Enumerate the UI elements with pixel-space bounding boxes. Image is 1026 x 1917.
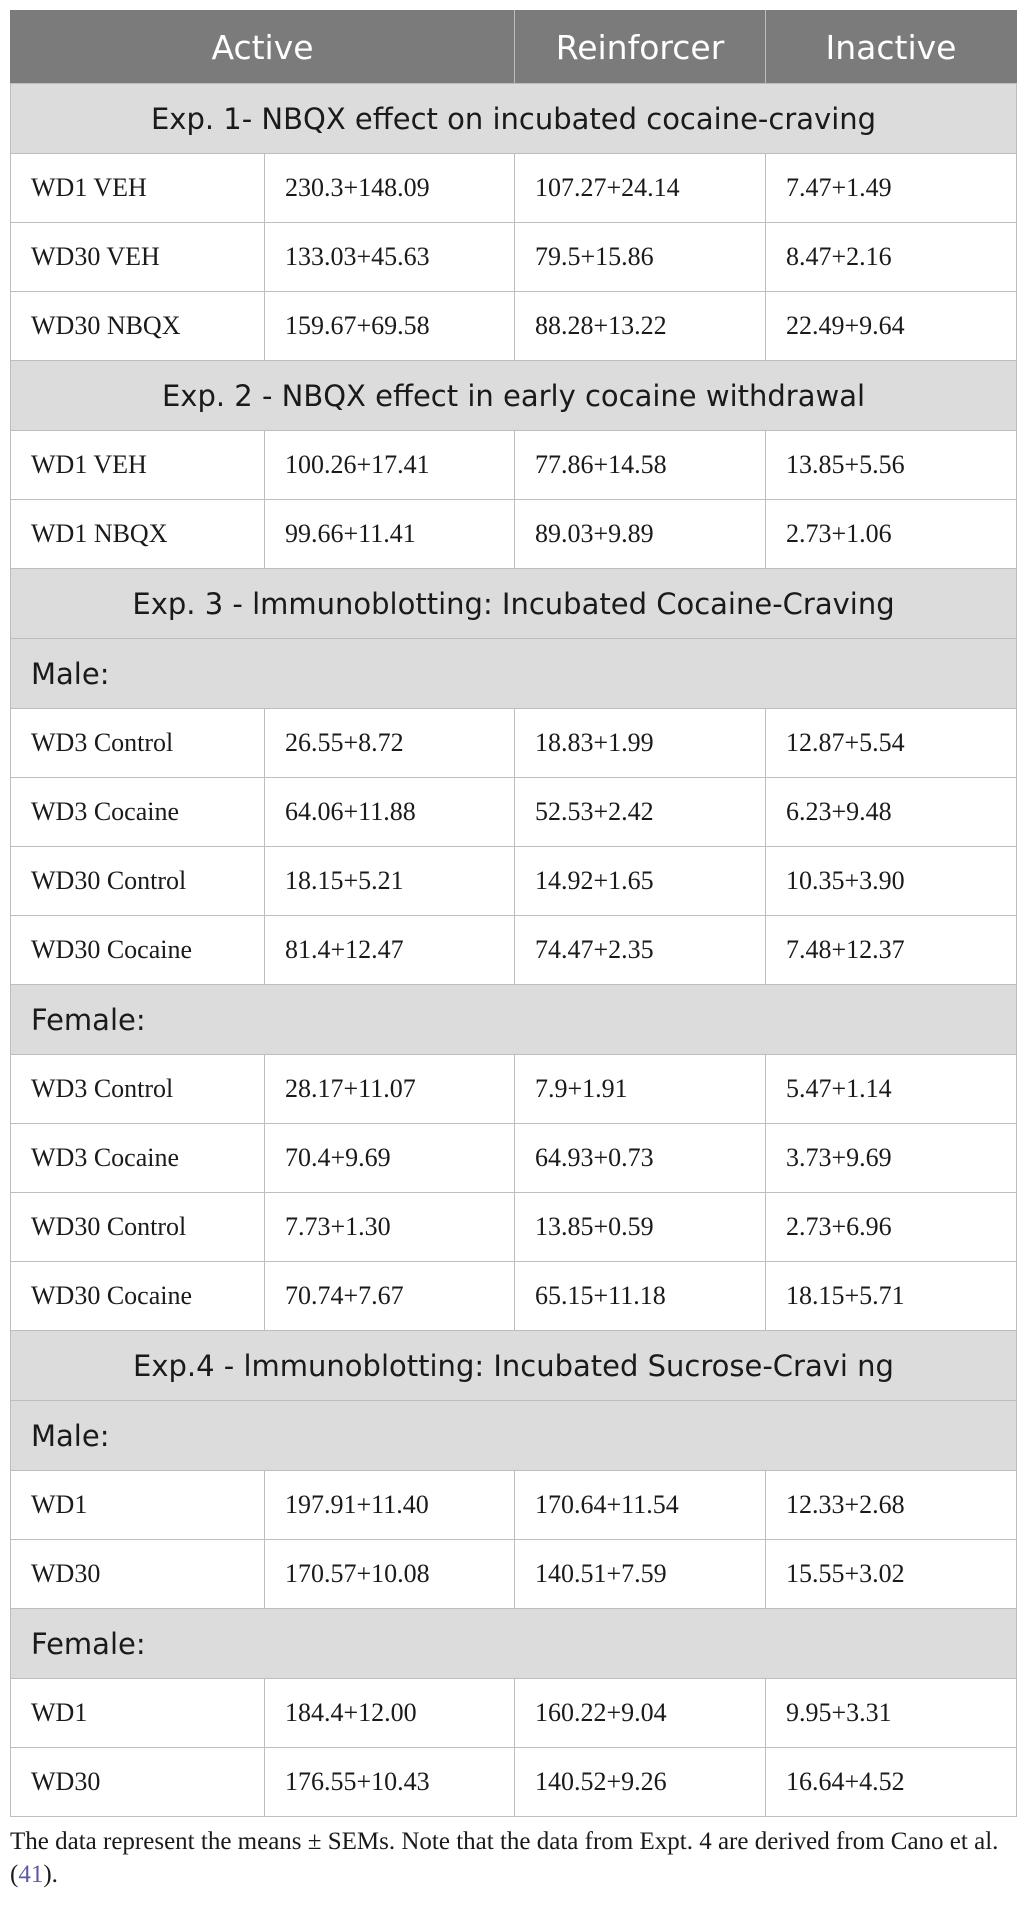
table-row bbox=[11, 1471, 1017, 1540]
footnote-text: The data represent the means ± SEMs. Note that the data from Expt. 4 are derived from Cano et al. ( bbox=[10, 1828, 999, 1888]
table-row bbox=[11, 916, 1017, 985]
reinforcer-value: 140.52+9.26 bbox=[515, 1748, 766, 1817]
section-row bbox=[11, 84, 1017, 154]
inactive-value: 18.15+5.71 bbox=[766, 1262, 1017, 1331]
active-value: 28.17+11.07 bbox=[265, 1055, 515, 1124]
active-value: 100.26+17.41 bbox=[265, 431, 515, 500]
table-row bbox=[11, 223, 1017, 292]
reinforcer-value: 170.64+11.54 bbox=[515, 1471, 766, 1540]
inactive-value: 13.85+5.56 bbox=[766, 431, 1017, 500]
table-row bbox=[11, 1262, 1017, 1331]
reference-link[interactable]: 41 bbox=[18, 1861, 44, 1888]
row-label: WD30 Control bbox=[11, 1193, 265, 1262]
row-label: WD30 Cocaine bbox=[11, 1262, 265, 1331]
active-value: 64.06+11.88 bbox=[265, 778, 515, 847]
section-row bbox=[11, 1331, 1017, 1401]
reinforcer-value: 77.86+14.58 bbox=[515, 431, 766, 500]
reinforcer-value: 74.47+2.35 bbox=[515, 916, 766, 985]
inactive-value: 2.73+1.06 bbox=[766, 500, 1017, 569]
group-row bbox=[11, 1609, 1017, 1679]
row-label: WD3 Cocaine bbox=[11, 778, 265, 847]
header-inactive: Inactive bbox=[766, 11, 1017, 84]
table-row bbox=[11, 1540, 1017, 1609]
reinforcer-value: 65.15+11.18 bbox=[515, 1262, 766, 1331]
group-label: Male: bbox=[11, 639, 1017, 709]
row-label: WD30 bbox=[11, 1748, 265, 1817]
reinforcer-value: 13.85+0.59 bbox=[515, 1193, 766, 1262]
inactive-value: 5.47+1.14 bbox=[766, 1055, 1017, 1124]
group-row bbox=[11, 639, 1017, 709]
active-value: 176.55+10.43 bbox=[265, 1748, 515, 1817]
group-label: Female: bbox=[11, 985, 1017, 1055]
active-value: 99.66+11.41 bbox=[265, 500, 515, 569]
reinforcer-value: 7.9+1.91 bbox=[515, 1055, 766, 1124]
table-row bbox=[11, 154, 1017, 223]
active-value: 184.4+12.00 bbox=[265, 1679, 515, 1748]
group-label: Male: bbox=[11, 1401, 1017, 1471]
active-value: 230.3+148.09 bbox=[265, 154, 515, 223]
row-label: WD30 Cocaine bbox=[11, 916, 265, 985]
section-row bbox=[11, 569, 1017, 639]
group-row bbox=[11, 985, 1017, 1055]
table-row bbox=[11, 1679, 1017, 1748]
header-active: Active bbox=[11, 11, 515, 84]
table-row bbox=[11, 1124, 1017, 1193]
inactive-value: 12.87+5.54 bbox=[766, 709, 1017, 778]
row-label: WD3 Control bbox=[11, 1055, 265, 1124]
inactive-value: 9.95+3.31 bbox=[766, 1679, 1017, 1748]
inactive-value: 22.49+9.64 bbox=[766, 292, 1017, 361]
header-row bbox=[11, 11, 1017, 84]
active-value: 26.55+8.72 bbox=[265, 709, 515, 778]
table-row bbox=[11, 1193, 1017, 1262]
active-value: 70.74+7.67 bbox=[265, 1262, 515, 1331]
row-label: WD30 bbox=[11, 1540, 265, 1609]
reinforcer-value: 18.83+1.99 bbox=[515, 709, 766, 778]
page bbox=[10, 10, 1016, 1891]
table-footnote bbox=[10, 1825, 1022, 1891]
reinforcer-value: 107.27+24.14 bbox=[515, 154, 766, 223]
reinforcer-value: 160.22+9.04 bbox=[515, 1679, 766, 1748]
table-row bbox=[11, 1055, 1017, 1124]
active-value: 7.73+1.30 bbox=[265, 1193, 515, 1262]
active-value: 18.15+5.21 bbox=[265, 847, 515, 916]
row-label: WD1 bbox=[11, 1471, 265, 1540]
active-value: 197.91+11.40 bbox=[265, 1471, 515, 1540]
reinforcer-value: 52.53+2.42 bbox=[515, 778, 766, 847]
inactive-value: 10.35+3.90 bbox=[766, 847, 1017, 916]
reinforcer-value: 88.28+13.22 bbox=[515, 292, 766, 361]
table-row bbox=[11, 292, 1017, 361]
inactive-value: 15.55+3.02 bbox=[766, 1540, 1017, 1609]
section-row bbox=[11, 361, 1017, 431]
table-row bbox=[11, 778, 1017, 847]
reinforcer-value: 14.92+1.65 bbox=[515, 847, 766, 916]
section-title: Exp. 2 - NBQX effect in early cocaine withdrawal bbox=[11, 361, 1017, 431]
group-row bbox=[11, 1401, 1017, 1471]
inactive-value: 16.64+4.52 bbox=[766, 1748, 1017, 1817]
section-title: Exp.4 - lmmunoblotting: Incubated Sucrose-Cravi ng bbox=[11, 1331, 1017, 1401]
row-label: WD1 bbox=[11, 1679, 265, 1748]
reinforcer-value: 64.93+0.73 bbox=[515, 1124, 766, 1193]
table-body bbox=[11, 84, 1017, 1817]
row-label: WD1 VEH bbox=[11, 431, 265, 500]
data-table bbox=[10, 10, 1017, 1817]
active-value: 133.03+45.63 bbox=[265, 223, 515, 292]
active-value: 170.57+10.08 bbox=[265, 1540, 515, 1609]
row-label: WD30 NBQX bbox=[11, 292, 265, 361]
active-value: 81.4+12.47 bbox=[265, 916, 515, 985]
inactive-value: 6.23+9.48 bbox=[766, 778, 1017, 847]
inactive-value: 7.48+12.37 bbox=[766, 916, 1017, 985]
table-row bbox=[11, 847, 1017, 916]
inactive-value: 12.33+2.68 bbox=[766, 1471, 1017, 1540]
row-label: WD1 NBQX bbox=[11, 500, 265, 569]
group-label: Female: bbox=[11, 1609, 1017, 1679]
table-row bbox=[11, 431, 1017, 500]
table-header bbox=[11, 11, 1017, 84]
inactive-value: 3.73+9.69 bbox=[766, 1124, 1017, 1193]
reinforcer-value: 89.03+9.89 bbox=[515, 500, 766, 569]
footnote-text-end: ). bbox=[43, 1861, 58, 1888]
row-label: WD3 Cocaine bbox=[11, 1124, 265, 1193]
table-row bbox=[11, 500, 1017, 569]
inactive-value: 2.73+6.96 bbox=[766, 1193, 1017, 1262]
table-row bbox=[11, 1748, 1017, 1817]
row-label: WD30 Control bbox=[11, 847, 265, 916]
table-row bbox=[11, 709, 1017, 778]
active-value: 159.67+69.58 bbox=[265, 292, 515, 361]
active-value: 70.4+9.69 bbox=[265, 1124, 515, 1193]
section-title: Exp. 1- NBQX effect on incubated cocaine-craving bbox=[11, 84, 1017, 154]
section-title: Exp. 3 - lmmunoblotting: Incubated Cocaine-Craving bbox=[11, 569, 1017, 639]
row-label: WD1 VEH bbox=[11, 154, 265, 223]
header-reinforcer: Reinforcer bbox=[515, 11, 766, 84]
row-label: WD3 Control bbox=[11, 709, 265, 778]
inactive-value: 8.47+2.16 bbox=[766, 223, 1017, 292]
reinforcer-value: 79.5+15.86 bbox=[515, 223, 766, 292]
reinforcer-value: 140.51+7.59 bbox=[515, 1540, 766, 1609]
inactive-value: 7.47+1.49 bbox=[766, 154, 1017, 223]
row-label: WD30 VEH bbox=[11, 223, 265, 292]
